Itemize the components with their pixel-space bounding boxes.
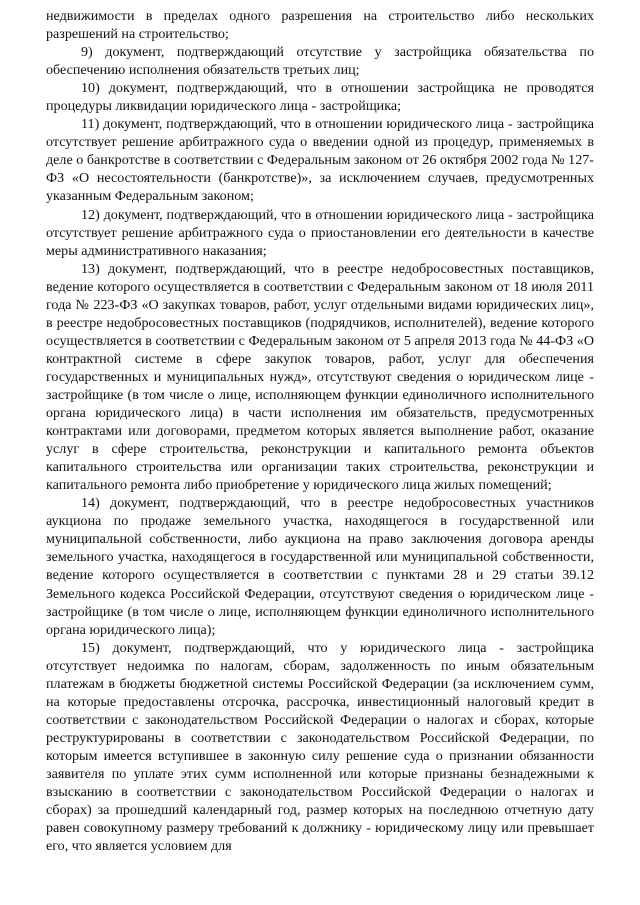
paragraph-item-12: 12) документ, подтверждающий, что в отношении юридического лица - застройщика отсутствует решение арбитражного суда о приостановлении его деятельности в качестве меры административного наказания; bbox=[46, 206, 594, 259]
paragraph-item-11: 11) документ, подтверждающий, что в отношении юридического лица - застройщика отсутствует решение арбитражного суда о введении одной из процедур, применяемых в деле о банкротстве в соответствии с Федеральным законом от 26 октября 2002 года № 127-ФЗ «О несостоятельности (банкротстве)», за исключением случаев, предусмотренных указанным Федеральным законом; bbox=[46, 116, 594, 205]
paragraph-item-15: 15) документ, подтверждающий, что у юридического лица - застройщика отсутствует недоимка по налогам, сборам, задолженность по иным обязательным платежам в бюджеты бюджетной системы Российской Федерации (за исключением сумм, на которые предоставлены отсрочка, рассрочка, инвестиционный налоговый кредит в соответствии с законодательством Российской Федерации о налогах и сборах, которые реструктурированы в соответствии с законодательством Российской Федерации, по которым имеется вступившее в законную силу решение суда о признании обязанности заявителя по уплате этих сумм исполненной или которые признаны безнадежными к взысканию в соответствии с законодательством Российской Федерации о налогах и сборах) за прошедший календарный год, размер которых на последнюю отчетную дату равен совокупному размеру требований к должнику - юридическому лицу или превышает его, что является условием для bbox=[46, 639, 594, 855]
paragraph-item-9: 9) документ, подтверждающий отсутствие у застройщика обязательства по обеспечению исполнения обязательств третьих лиц; bbox=[46, 44, 594, 79]
paragraph-item-14: 14) документ, подтверждающий, что в реестре недобросовестных участников аукциона по продаже земельного участка, находящегося в государственной или муниципальной собственности, либо аукциона на право заключения договора аренды земельного участка, находящегося в государственной или муниципальной собственности, ведение которого осуществляется в соответствии с пунктами 28 и 29 статьи 39.12 Земельного кодекса Российской Федерации, отсутствуют сведения о юридическом лице - застройщике (в том числе о лице, исполняющем функции единоличного исполнительного органа юридического лица); bbox=[46, 495, 594, 638]
paragraph-item-13: 13) документ, подтверждающий, что в реестре недобросовестных поставщиков, ведение которого осуществляется в соответствии с Федеральным законом от 18 июля 2011 года № 223-ФЗ «О закупках товаров, работ, услуг отдельными видами юридических лиц», в реестре недобросовестных поставщиков (подрядчиков, исполнителей), ведение которого осуществляется в соответствии с Федеральным законом от 5 апреля 2013 года № 44-ФЗ «О контрактной системе в сфере закупок товаров, работ, услуг для обеспечения государственных и муниципальных нужд», отсутствуют сведения о юридическом лице - застройщике (в том числе о лице, исполняющем функции единоличного исполнительного органа юридического лица) в части исполнения им обязательств, предусмотренных контрактами или договорами, предметом которых является выполнение работ, оказание услуг в сфере строительства, реконструкции и капитального ремонта объектов капитального строительства или организации таких строительства, реконструкции и капитального ремонта либо приобретение у юридического лица жилых помещений; bbox=[46, 260, 594, 494]
paragraph-item-10: 10) документ, подтверждающий, что в отношении застройщика не проводятся процедуры ликвидации юридического лица - застройщика; bbox=[46, 80, 594, 115]
document-page bbox=[46, 7, 594, 855]
paragraph-continuation: недвижимости в пределах одного разрешения на строительство либо нескольких разрешений на строительство; bbox=[46, 8, 594, 43]
